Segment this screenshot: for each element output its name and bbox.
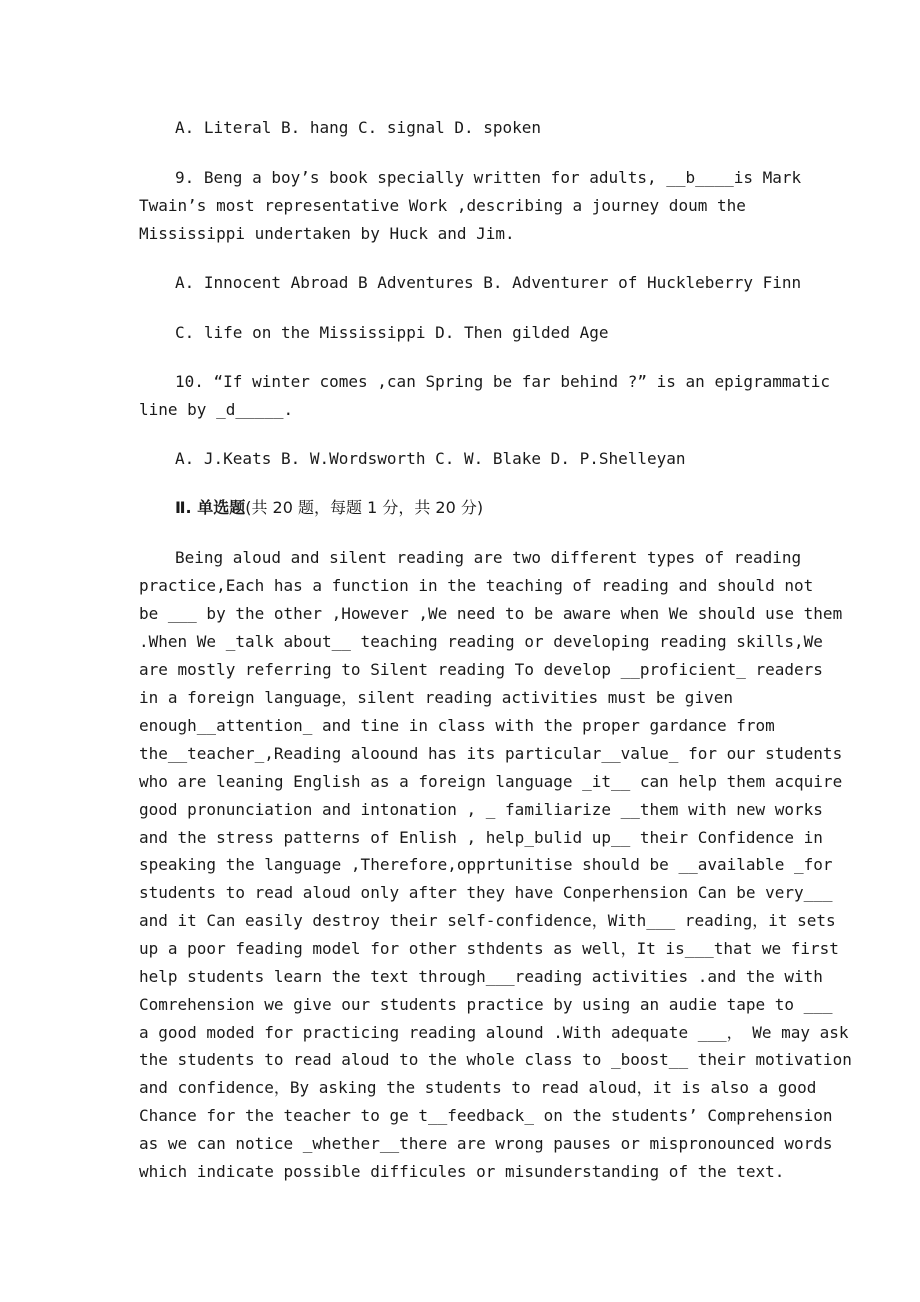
passage-line: and confidence，By asking the students to read aloud，it is also a good bbox=[139, 1078, 817, 1097]
section-2-heading bbox=[175, 498, 483, 518]
q8-options: A. Literal B. hang C. signal D. spoken bbox=[175, 118, 542, 137]
passage-line: a good moded for practicing reading alound .With adequate ___， We may ask bbox=[139, 1023, 849, 1042]
q9-line-2: Twain’s most representative Work ,describing a journey doum the bbox=[139, 196, 746, 215]
q9-line-3: Mississippi undertaken by Huck and Jim. bbox=[139, 224, 515, 243]
passage-line: and the stress patterns of Enlish , help_bulid up__ their Confidence in bbox=[139, 828, 823, 847]
passage-line: the students to read aloud to the whole class to _boost__ their motivation bbox=[139, 1050, 852, 1069]
passage-line: up a poor feading model for other sthdents as well，It is___that we first bbox=[139, 939, 839, 958]
passage-line: which indicate possible difficules or misunderstanding of the text. bbox=[139, 1162, 785, 1181]
section-2-detail: (共 20 题，每题 1 分，共 20 分) bbox=[245, 498, 484, 517]
q10-line-1: 10. “If winter comes ,can Spring be far behind ?” is an epigrammatic bbox=[175, 372, 831, 391]
passage-line: as we can notice _whether__there are wrong pauses or mispronounced words bbox=[139, 1134, 833, 1153]
passage-line: good pronunciation and intonation , _ familiarize __them with new works bbox=[139, 800, 823, 819]
section-2-title: Ⅱ. 单选题 bbox=[175, 498, 246, 517]
passage-line: students to read aloud only after they have Conperhension Can be very___ bbox=[139, 883, 833, 902]
passage-line: Comrehension we give our students practice by using an audie tape to ___ bbox=[139, 995, 833, 1014]
passage-line: are mostly referring to Silent reading To develop __proficient_ readers bbox=[139, 660, 823, 679]
passage-line: .When We _talk about__ teaching reading or developing reading skills,We bbox=[139, 632, 823, 651]
q10-options: A. J.Keats B. W.Wordsworth C. W. Blake D. P.Shelleyan bbox=[175, 449, 686, 468]
passage-line: enough__attention_ and tine in class with the proper gardance from bbox=[139, 716, 775, 735]
passage-line: the__teacher_,Reading aloound has its particular__value_ for our students bbox=[139, 744, 843, 763]
passage-line: be ___ by the other ,However ,We need to be aware when We should use them bbox=[139, 604, 843, 623]
passage-line: in a foreign language，silent reading activities must be given bbox=[139, 688, 733, 707]
q9-line-1: 9. Beng a boy’s book specially written for adults, __b____is Mark bbox=[175, 168, 802, 187]
passage-line: speaking the language ,Therefore,opprtunitise should be __available _for bbox=[139, 855, 833, 874]
passage-line: Being aloud and silent reading are two different types of reading bbox=[175, 548, 802, 567]
passage-line: who are leaning English as a foreign language _it__ can help them acquire bbox=[139, 772, 843, 791]
q9-options-line-1: A. Innocent Abroad B Adventures B. Adventurer of Huckleberry Finn bbox=[175, 273, 802, 292]
passage-line: practice,Each has a function in the teaching of reading and should not bbox=[139, 576, 814, 595]
passage-line: help students learn the text through___reading activities .and the with bbox=[139, 967, 823, 986]
q10-line-2: line by _d_____. bbox=[139, 400, 294, 419]
passage-line: Chance for the teacher to ge t__feedback_ on the students’ Comprehension bbox=[139, 1106, 833, 1125]
q9-options-line-2: C. life on the Mississippi D. Then gilded Age bbox=[175, 323, 609, 342]
passage-line: and it Can easily destroy their self-confidence，With___ reading，it sets bbox=[139, 911, 836, 930]
